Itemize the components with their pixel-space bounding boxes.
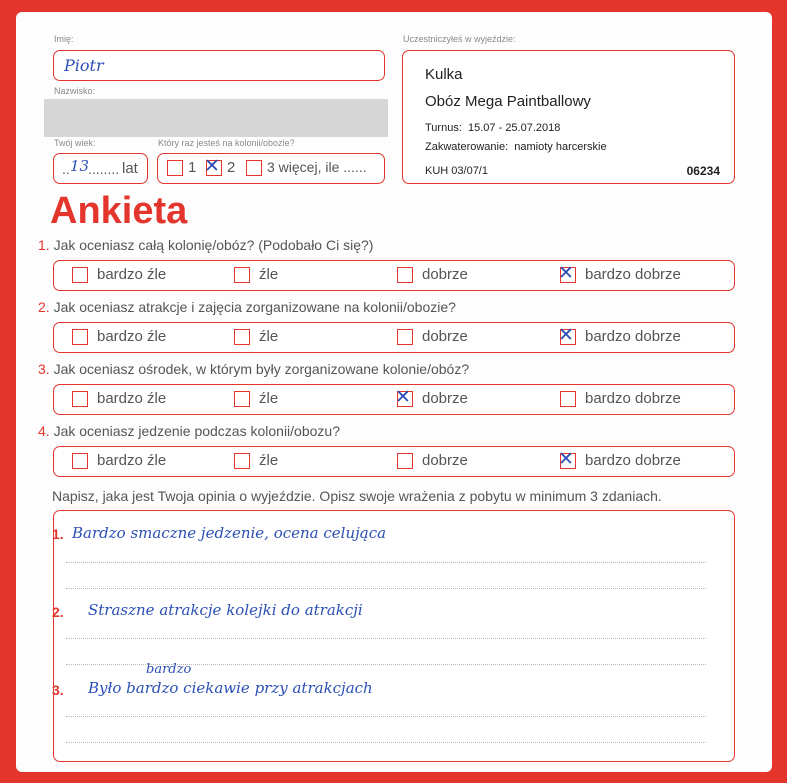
answer-3-insert: bardzo <box>146 662 192 677</box>
camp-turnus <box>425 122 560 134</box>
name-label: Imię: <box>54 34 74 44</box>
rating-checkbox[interactable] <box>558 262 576 284</box>
answer-3-text: Było bardzo ciekawie przy atrakcjach <box>88 679 373 697</box>
rating-checkbox[interactable] <box>558 448 576 470</box>
answer-3-number: 3. <box>52 682 64 698</box>
rating-option-label: bardzo dobrze <box>585 390 681 407</box>
rating-row-2 <box>53 322 735 353</box>
check-mark-icon: ✕ <box>558 262 574 284</box>
age-dots: ........ <box>88 161 120 177</box>
times-option-1: 1 <box>188 159 197 176</box>
rating-option-label: bardzo źle <box>97 390 167 407</box>
times-label: Który raz jesteś na kolonii/obozie? <box>158 138 295 148</box>
surname-redacted <box>44 99 388 137</box>
question-1-text <box>38 237 373 253</box>
question-label: Jak oceniasz ośrodek, w którym były zorganizowane kolonie/obóz? <box>53 361 470 377</box>
writing-line <box>66 562 706 563</box>
writing-line <box>66 638 706 639</box>
question-2-text <box>38 299 456 315</box>
rating-checkbox[interactable] <box>560 391 576 407</box>
question-label: Jak oceniasz jedzenie podczas kolonii/obozu? <box>53 423 340 439</box>
rating-option-label: źle <box>259 390 279 407</box>
times-checkbox-2[interactable] <box>204 155 222 177</box>
answer-2-text: Straszne atrakcje kolejki do atrakcji <box>88 601 363 619</box>
answer-1-text: Bardzo smaczne jedzenie, ocena celująca <box>72 524 387 542</box>
rating-option-label: dobrze <box>422 452 468 469</box>
rating-checkbox[interactable] <box>234 329 250 345</box>
question-number: 1. <box>38 237 50 253</box>
check-mark-icon: ✕ <box>558 448 574 470</box>
rating-checkbox[interactable] <box>558 324 576 346</box>
question-3-text <box>38 361 469 377</box>
accommodation-value: namioty harcerskie <box>514 141 607 153</box>
rating-option-label: bardzo źle <box>97 328 167 345</box>
question-4-text <box>38 423 340 439</box>
rating-option-label: bardzo źle <box>97 452 167 469</box>
rating-option-label: dobrze <box>422 328 468 345</box>
rating-checkbox[interactable] <box>397 267 413 283</box>
writing-line <box>66 588 706 589</box>
rating-option-label: źle <box>259 452 279 469</box>
rating-option-label: bardzo źle <box>97 266 167 283</box>
camp-code: KUH 03/07/1 <box>425 165 488 177</box>
check-mark-icon: ✕ <box>395 386 411 408</box>
opinion-box[interactable] <box>53 510 735 762</box>
page-title: Ankieta <box>50 190 188 232</box>
question-label: Jak oceniasz atrakcje i zajęcia zorganizowane na kolonii/obozie? <box>53 299 456 315</box>
participant-label: Uczestniczyłeś w wyjeździe: <box>403 34 516 44</box>
rating-row-4 <box>53 446 735 477</box>
question-label: Jak oceniasz całą kolonię/obóz? (Podobało Ci się?) <box>53 237 374 253</box>
rating-option-label: bardzo dobrze <box>585 266 681 283</box>
times-field <box>157 153 385 184</box>
rating-option-label: źle <box>259 328 279 345</box>
age-unit: lat <box>122 160 138 177</box>
check-mark-icon: ✕ <box>558 324 574 346</box>
rating-checkbox[interactable] <box>234 267 250 283</box>
times-checkbox-1[interactable] <box>167 160 183 176</box>
rating-row-1 <box>53 260 735 291</box>
question-number: 4. <box>38 423 50 439</box>
answer-2-number: 2. <box>52 604 64 620</box>
turnus-value: 15.07 - 25.07.2018 <box>468 122 561 134</box>
question-number: 2. <box>38 299 50 315</box>
rating-checkbox[interactable] <box>234 453 250 469</box>
accommodation-label: Zakwaterowanie: <box>425 141 509 153</box>
writing-line <box>66 716 706 717</box>
writing-line <box>66 742 706 743</box>
times-checkbox-3[interactable] <box>246 160 262 176</box>
rating-checkbox[interactable] <box>72 453 88 469</box>
camp-org: Kulka <box>425 66 463 83</box>
rating-option-label: dobrze <box>422 266 468 283</box>
name-value: Piotr <box>64 56 104 75</box>
camp-number: 06234 <box>686 164 720 178</box>
rating-checkbox[interactable] <box>72 329 88 345</box>
rating-option-label: źle <box>259 266 279 283</box>
age-label: Twój wiek: <box>54 138 96 148</box>
rating-row-3 <box>53 384 735 415</box>
rating-checkbox[interactable] <box>397 453 413 469</box>
rating-option-label: bardzo dobrze <box>585 452 681 469</box>
surname-label: Nazwisko: <box>54 86 96 96</box>
age-dots-left: .. <box>62 161 70 177</box>
turnus-label: Turnus: <box>425 122 462 134</box>
check-mark-icon: ✕ <box>204 155 220 177</box>
rating-checkbox[interactable] <box>72 267 88 283</box>
rating-checkbox[interactable] <box>72 391 88 407</box>
camp-name: Obóz Mega Paintballowy <box>425 93 591 110</box>
times-option-3: 3 więcej, ile ...... <box>267 159 367 175</box>
camp-info-box <box>402 50 735 184</box>
question-number: 3. <box>38 361 50 377</box>
rating-option-label: dobrze <box>422 390 468 407</box>
age-field[interactable] <box>53 153 148 184</box>
rating-checkbox[interactable] <box>397 329 413 345</box>
rating-checkbox[interactable] <box>234 391 250 407</box>
camp-accommodation <box>425 141 607 153</box>
times-option-2: 2 <box>227 159 236 176</box>
rating-checkbox[interactable] <box>395 386 413 408</box>
age-value: 13 <box>70 157 90 175</box>
name-field[interactable] <box>53 50 385 81</box>
opinion-prompt: Napisz, jaka jest Twoja opinia o wyjeździe. Opisz swoje wrażenia z pobytu w minimum 3 zdaniach. <box>52 488 662 504</box>
rating-option-label: bardzo dobrze <box>585 328 681 345</box>
answer-1-number: 1. <box>52 526 64 542</box>
